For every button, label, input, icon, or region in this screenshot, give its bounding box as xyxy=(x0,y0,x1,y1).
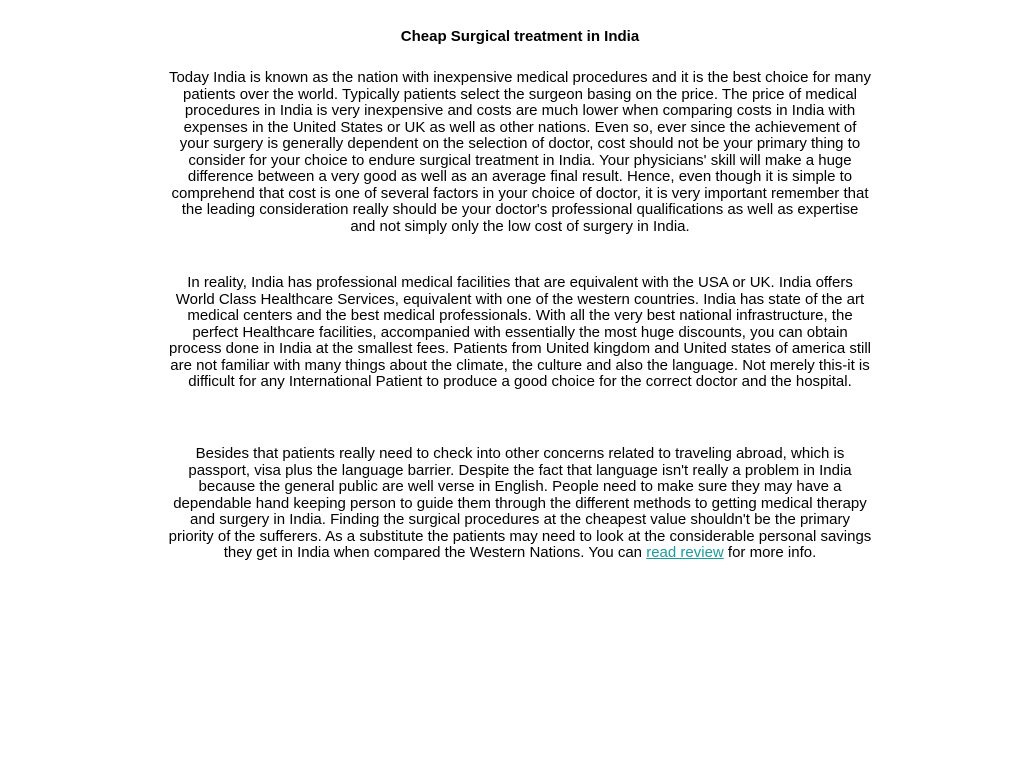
paragraph-travel-tail: for more info. xyxy=(723,544,817,561)
paragraph-travel-text: Besides that patients really need to check into other concerns related to traveling abroad, which is passport, visa plus the language barrier. Despite the fact that language isn't really a problem in India because the general public are well verse in English. People need to make sure they may have a dependable hand keeping person to guide them through the different methods to getting medical therapy and surgery in India. Finding the surgical procedures at the cheapest value shouldn't be the primary priority of the sufferers. As a substitute the patients may need to look at the considerable personal savings they get in India when compared the Western Nations. You can xyxy=(168,445,872,561)
paragraph-facilities: In reality, India has professional medical facilities that are equivalent with the USA or UK. India offers World Class Healthcare Services, equivalent with one of the western countries. India has state of the art medical centers and the best medical professionals. With all the very best national infrastructure, the perfect Healthcare facilities, accompanied with essentially the most huge discounts, you can obtain process done in India at the smallest fees. Patients from United kingdom and United states of america still are not familiar with many things about the climate, the culture and also the language. Not merely this-it is difficult for any International Patient to produce a good choice for the correct doctor and the hospital. xyxy=(168,274,872,390)
paragraph-travel-concerns xyxy=(168,446,872,562)
read-review-link[interactable]: read review xyxy=(646,544,724,561)
paragraph-intro: Today India is known as the nation with inexpensive medical procedures and it is the best choice for many patients over the world. Typically patients select the surgeon basing on the price. The price of medical procedures in India is very inexpensive and costs are much lower when comparing costs in India with expenses in the United States or UK as well as other nations. Even so, ever since the achievement of your surgery is generally dependent on the selection of doctor, cost should not be your primary thing to consider for your choice to endure surgical treatment in India. Your physicians' skill will make a huge difference between a very good as well as an average final result. Hence, even though it is simple to comprehend that cost is one of several factors in your choice of doctor, it is very important remember that the leading consideration really should be your doctor's professional qualifications as well as expertise and not simply only the low cost of surgery in India. xyxy=(168,69,872,235)
page-title: Cheap Surgical treatment in India xyxy=(400,28,640,45)
